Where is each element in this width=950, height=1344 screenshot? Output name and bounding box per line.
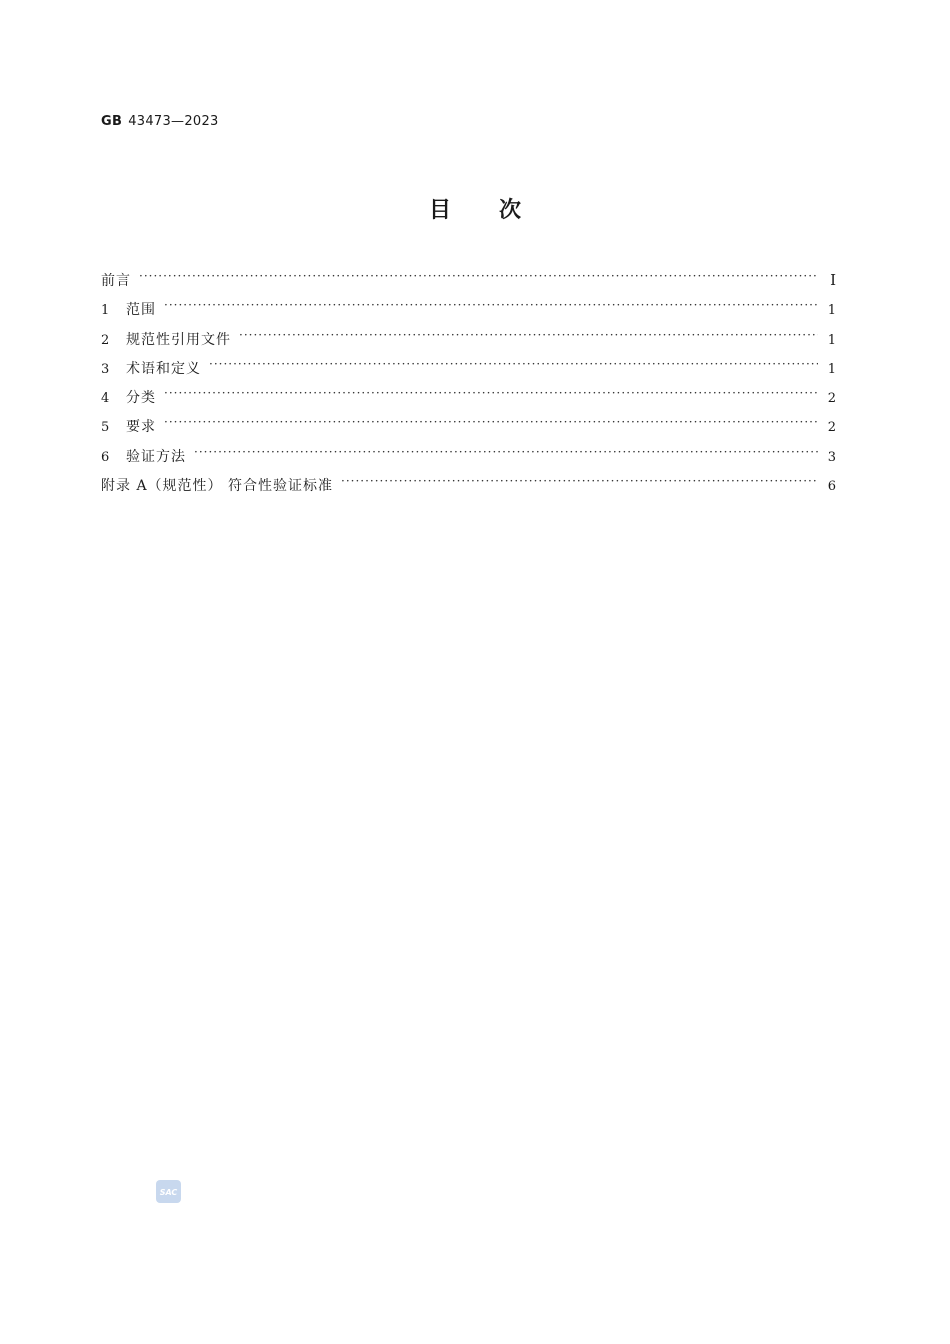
sac-logo-icon bbox=[156, 1180, 181, 1203]
toc-entry-label: 前言 bbox=[101, 273, 131, 289]
toc-entry-label: 附录 A（规范性） 符合性验证标准 bbox=[101, 478, 334, 495]
toc-entry-label: 分类 bbox=[126, 390, 156, 407]
dot-leader bbox=[139, 271, 818, 285]
toc-entry-terms-definitions[interactable] bbox=[101, 358, 836, 387]
toc-entry-page: 1 bbox=[827, 361, 836, 377]
dot-leader bbox=[164, 388, 818, 402]
dot-leader bbox=[164, 300, 818, 314]
toc-entry-label: 规范性引用文件 bbox=[126, 331, 231, 348]
toc-entry-page: 6 bbox=[827, 479, 836, 495]
toc-entry-annex-a[interactable] bbox=[101, 475, 836, 504]
dot-leader bbox=[341, 476, 818, 490]
standard-code bbox=[101, 114, 219, 129]
toc-entry-classification[interactable] bbox=[101, 387, 836, 416]
toc-entry-label: 验证方法 bbox=[126, 448, 186, 465]
standard-number: 43473—2023 bbox=[128, 114, 219, 129]
toc-entry-number: 2 bbox=[101, 332, 110, 348]
toc-entry-number: 4 bbox=[101, 391, 110, 407]
toc-entry-page: 1 bbox=[827, 303, 836, 319]
toc-entry-page: 1 bbox=[827, 332, 836, 348]
toc-entry-requirements[interactable] bbox=[101, 416, 836, 445]
dot-leader bbox=[239, 330, 818, 344]
toc-entry-label: 范围 bbox=[126, 302, 156, 319]
toc-entry-label: 术语和定义 bbox=[126, 360, 201, 377]
standard-prefix: GB bbox=[101, 114, 123, 129]
dot-leader bbox=[164, 417, 818, 431]
toc-entry-number: 1 bbox=[101, 303, 110, 319]
dot-leader bbox=[194, 447, 818, 461]
toc-entry-number: 6 bbox=[101, 449, 110, 465]
toc-entry-page: 3 bbox=[827, 449, 836, 465]
toc-entry-page: 2 bbox=[827, 420, 836, 436]
toc-entry-scope[interactable] bbox=[101, 299, 836, 328]
svg-text:SAC: SAC bbox=[159, 1188, 178, 1197]
toc-entry-normative-references[interactable] bbox=[101, 329, 836, 358]
title-char-1: 目 bbox=[428, 198, 451, 223]
toc-entry-label: 要求 bbox=[126, 419, 156, 436]
page-title bbox=[0, 193, 950, 224]
toc-entry-page: 2 bbox=[827, 391, 836, 407]
toc-entry-number: 3 bbox=[101, 361, 110, 377]
toc-entry-number: 5 bbox=[101, 420, 110, 436]
toc-entry-foreword[interactable] bbox=[101, 270, 836, 299]
toc-entry-verification-methods[interactable] bbox=[101, 446, 836, 475]
dot-leader bbox=[209, 359, 818, 373]
title-char-2: 次 bbox=[499, 198, 522, 223]
table-of-contents bbox=[101, 270, 836, 504]
toc-entry-page: Ⅰ bbox=[830, 271, 836, 289]
